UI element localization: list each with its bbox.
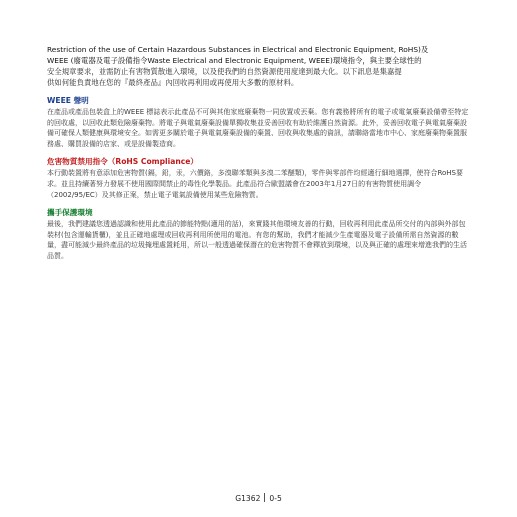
document-page [47,44,472,262]
footer-separator [264,493,265,502]
footer-page-number: 0-5 [269,494,282,503]
intro-line-4: 供如何能負責地在您的『最終產品』內回收再利用或再使用大多數的原材料。 [47,78,299,87]
footer-model: G1362 [235,494,261,503]
rohs-heading: 危害物質禁用指令（RoHS Compliance） [47,157,198,167]
weee-section [47,95,472,149]
green-section [47,207,472,261]
green-text: 最後，我們建議您透過認識和使用此產品的節能特點(適用的話)，來實踐其他環境友善的行動，回收再利用此產品所交付的內部與外部包裝材(包含運輸貨櫃)，並且正確地處理或回收再利用所使用的電池。有您的幫助，我們才能減少生產電器及電子設備所需自然資源的數量，盡可能減少最終產品的垃圾掩埋處置耗用，所以一般透過確保潛在的危害物質不會釋放到環境，以及與正確的處理來增進我們的生活品質。 [47,220,467,260]
rohs-text: 本行動裝置將有意添加危害物質(鎘，鉛，汞，六價鉻，多溴聯苯類與多溴二苯醚類)，零件與零部件均經適行細地選擇，使符合RoHS要求。並且持續著努力發展不使用國際間禁止的毒性化學製品。此產品符合歐盟議會在2003年1月27日的有害物質使用調令（2002/95/EC）及其修正案，禁止電子電氣設備使用某些危險物質。 [47,169,463,199]
weee-heading: WEEE 聲明 [47,96,89,105]
green-heading: 攜手保護環境 [47,208,93,218]
intro-line-2: WEEE (廢電器及電子設備指令Waste Electrical and Electronic Equipment, WEEE)環境指令，與主要全球性的 [47,56,422,65]
page-footer [0,493,517,503]
intro-line-3: 安全規章要求，並需防止有害物質散進入環境，以及使我們的自然資源使用度達到最大化。以下訊息是集嘉提 [47,67,402,76]
intro-line-1: Restriction of the use of Certain Hazardous Substances in Electrical and Electronic Equipment, RoHS)及 [47,45,429,54]
weee-text: 在產品或產品包裝盒上的WEEE 標誌表示此產品不可與其他家庭廢棄物一同放置或丟棄。您有義務將所有的電子或電氣廢棄設備帶至特定的回收處，以回收此類危險廢棄物。將電子與電氣廢棄設備單獨收集並妥善回收有助於維護自然資源。此外，妥善回收電子與電氣廢棄設備可確保人類健康與環境安全。如需更多關於電子與電氣廢棄設備的棄置、回收與收集處的資訊，請聯絡當地市中心、家庭廢棄物棄置服務處、購買設備的店家、或是設備製造商。 [47,108,469,148]
rohs-section [47,156,472,200]
intro-paragraph [47,44,472,88]
